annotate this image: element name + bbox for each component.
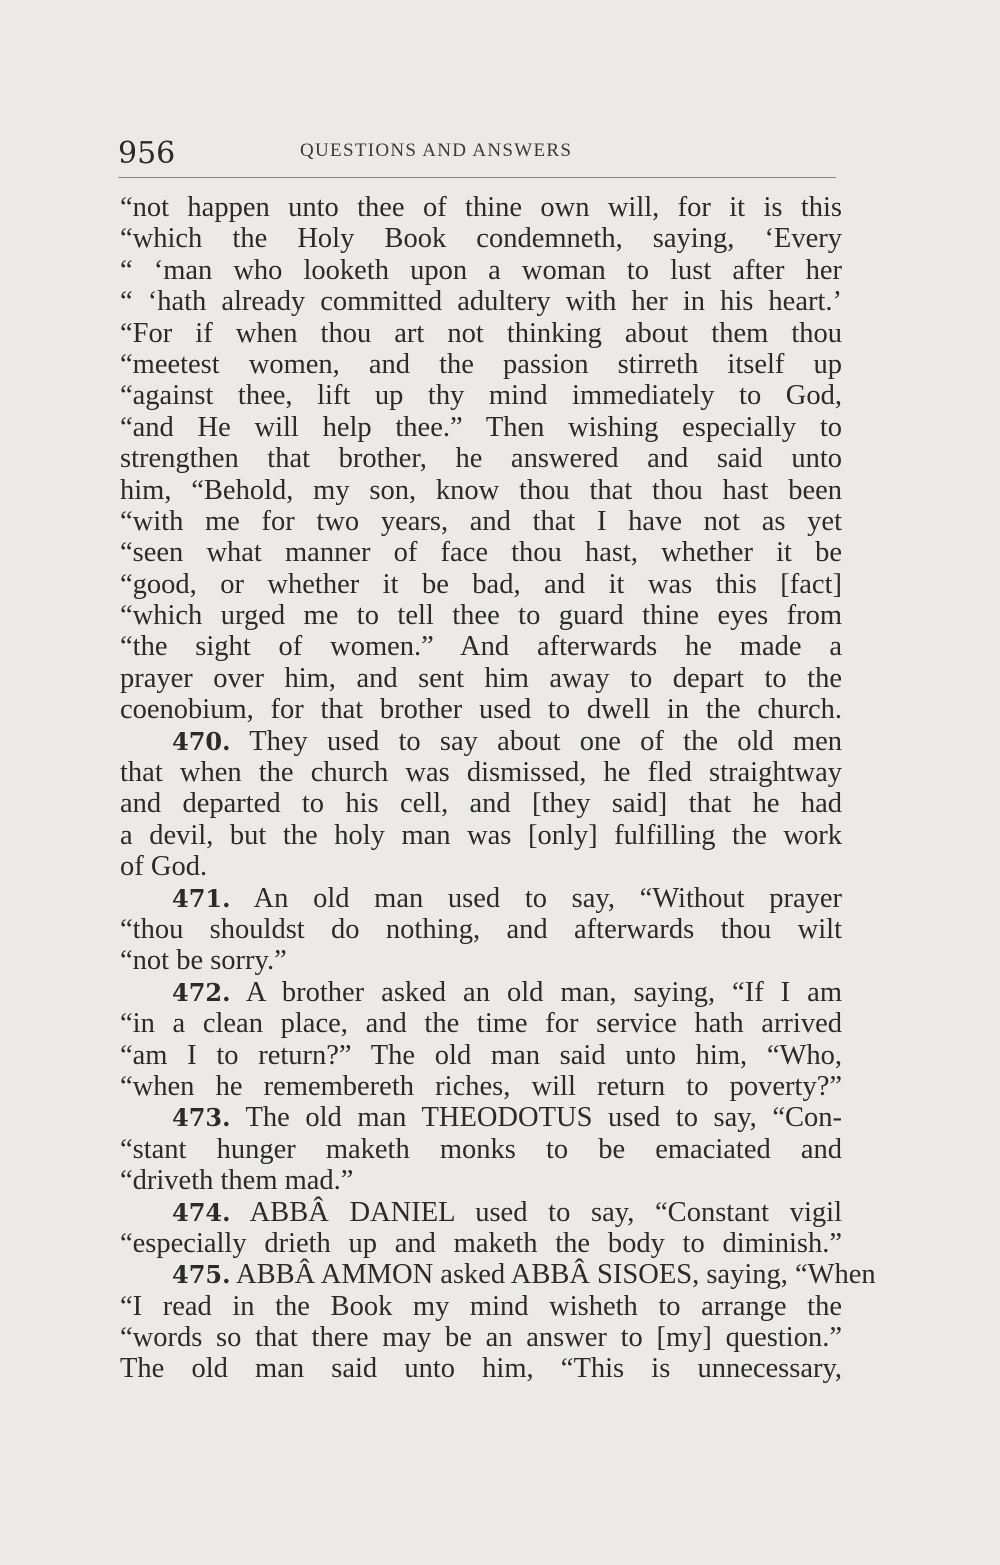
line-text: “in a clean place, and the time for service hath arrived: [120, 1008, 842, 1040]
text-line: [120, 914, 842, 945]
line-text: They used to say about one of the old men: [230, 725, 842, 757]
text-line: [120, 1322, 842, 1353]
line-text: him, “Behold, my son, know thou that thou hast been: [120, 474, 842, 506]
paragraph-number: 473.: [172, 1103, 231, 1133]
line-text: “especially drieth up and maketh the body to diminish.”: [120, 1227, 842, 1259]
text-line: [120, 600, 842, 631]
line-text: The old man said unto him, “This is unnecessary,: [120, 1353, 842, 1385]
text-line: [120, 192, 842, 223]
text-line: [120, 443, 842, 474]
line-text: and departed to his cell, and [they said] that he had: [120, 788, 842, 820]
text-line: [120, 1040, 842, 1071]
text-line: [120, 318, 842, 349]
paragraph-number: 471.: [172, 883, 231, 913]
line-text: An old man used to say, “Without prayer: [230, 882, 842, 914]
text-line: [120, 349, 842, 380]
line-text: coenobium, for that brother used to dwell in the church.: [120, 694, 842, 726]
text-line: [120, 726, 842, 757]
text-line: [120, 1259, 876, 1291]
text-line: [120, 286, 842, 317]
line-text: “ ‘man who looketh upon a woman to lust after her: [120, 254, 842, 286]
line-text: that when the church was dismissed, he fled straightway: [120, 757, 842, 789]
line-text: “meetest women, and the passion stirreth itself up: [120, 348, 842, 380]
line-text: “am I to return?” The old man said unto him, “Who,: [120, 1039, 842, 1071]
line-text: “words so that there may be an answer to [my] question.”: [120, 1322, 842, 1354]
text-line: [120, 820, 842, 851]
text-line: [120, 412, 842, 443]
text-line: [120, 1134, 842, 1165]
text-line: [120, 1165, 842, 1196]
paragraph-number: 472.: [172, 977, 231, 1007]
text-line: [120, 1353, 842, 1384]
line-text: “when he remembereth riches, will return to poverty?”: [120, 1070, 842, 1102]
line-text: “ ‘hath already committed adultery with her in his heart.’: [120, 286, 842, 318]
running-head: QUESTIONS AND ANSWERS: [300, 140, 573, 161]
text-line: [120, 569, 842, 600]
line-text: “not happen unto thee of thine own will, for it is this: [120, 192, 842, 223]
line-text: strengthen that brother, he answered and said unto: [120, 443, 842, 475]
line-text: “the sight of women.” And afterwards he made a: [120, 631, 842, 663]
text-line: [120, 1102, 842, 1133]
page-header: [118, 134, 838, 180]
body-text: [120, 192, 876, 1385]
header-rule: [118, 177, 836, 178]
line-text: ABBÂ DANIEL used to say, “Constant vigil: [230, 1196, 842, 1228]
text-line: [120, 851, 842, 882]
text-line: [120, 1071, 842, 1102]
line-text: “good, or whether it be bad, and it was this [fact]: [120, 568, 842, 600]
line-text: “I read in the Book my mind wisheth to arrange the: [120, 1290, 842, 1322]
line-text: “with me for two years, and that I have not as yet: [120, 505, 842, 537]
text-line: [120, 757, 842, 788]
line-text: “driveth them mad.”: [120, 1165, 354, 1197]
text-line: [120, 883, 842, 914]
line-text: “against thee, lift up thy mind immediately to God,: [120, 380, 842, 412]
line-text: A brother asked an old man, saying, “If I am: [230, 976, 842, 1008]
paragraph-number: 475.: [172, 1260, 231, 1290]
text-line: [120, 631, 842, 662]
line-text: of God.: [120, 851, 208, 883]
text-line: [120, 506, 842, 537]
line-text: “which urged me to tell thee to guard thine eyes from: [120, 600, 842, 632]
text-line: [120, 380, 842, 411]
page-number: 956: [118, 136, 176, 171]
line-text: “thou shouldst do nothing, and afterwards thou wilt: [120, 913, 842, 945]
text-line: [120, 255, 842, 286]
text-line: [120, 1197, 842, 1228]
text-line: [120, 537, 842, 568]
line-text: “and He will help thee.” Then wishing especially to: [120, 411, 842, 443]
line-text: “stant hunger maketh monks to be emaciated and: [120, 1133, 842, 1165]
text-line: [120, 1291, 842, 1322]
line-text: “seen what manner of face thou hast, whether it be: [120, 537, 842, 569]
text-line: [120, 475, 842, 506]
text-line: [120, 223, 842, 254]
text-line: [120, 945, 842, 976]
text-line: [120, 788, 842, 819]
paragraph-number: 470.: [172, 726, 231, 756]
line-text: “which the Holy Book condemneth, saying, ‘Every: [120, 223, 842, 255]
text-line: [120, 1008, 842, 1039]
line-text: a devil, but the holy man was [only] fulfilling the work: [120, 819, 842, 851]
line-text: The old man THEODOTUS used to say, “Con-: [230, 1102, 842, 1134]
text-line: [120, 663, 842, 694]
line-text: “For if when thou art not thinking about them thou: [120, 317, 842, 349]
text-line: [120, 694, 842, 725]
line-text: prayer over him, and sent him away to depart to the: [120, 662, 842, 694]
line-text: “not be sorry.”: [120, 945, 287, 977]
text-line: [120, 1228, 842, 1259]
text-line: [120, 977, 842, 1008]
paragraph-number: 474.: [172, 1197, 231, 1227]
line-text: ABBÂ AMMON asked ABBÂ SISOES, saying, “When: [230, 1259, 876, 1291]
